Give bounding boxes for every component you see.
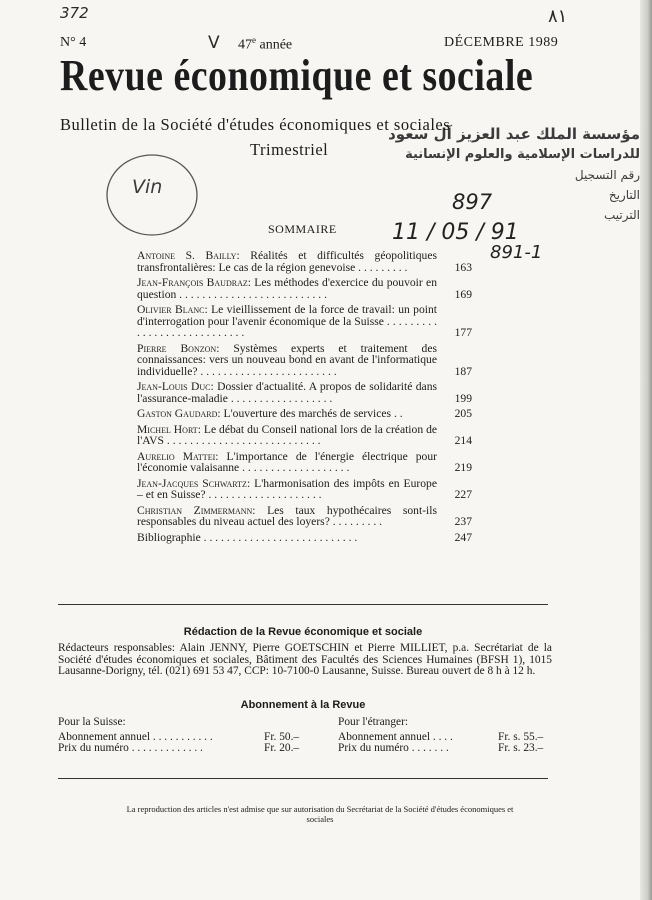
issue-number: N° 4 <box>60 35 87 50</box>
table-of-contents <box>137 250 472 547</box>
toc-title: L'ouverture des marchés de services . . <box>223 407 403 420</box>
toc-author: Jean-François Baudraz <box>137 276 248 289</box>
etranger-issue-row <box>338 743 553 755</box>
toc-author: Jean-Jacques Schwartz <box>137 476 247 490</box>
toc-title: Dossier d'actualité. A propos de solidarité dans l'assurance-maladie . . . . . . . . . . . . . . . . . . <box>137 380 438 405</box>
toc-title: Bibliographie . . . . . . . . . . . . . . . . . . . . . . . . . . . <box>137 530 358 544</box>
issue-date: DÉCEMBRE 1989 <box>444 35 559 50</box>
toc-entry-text: Jean-Jacques Schwartz: L'harmonisation des impôts en Europe – et en Suisse? . . . . . . . . . . . . . . . . . . . . <box>137 476 437 501</box>
suisse-annual-price: Fr. 50.– <box>264 730 300 743</box>
toc-title: L'importance de l'énergie électrique pour l'économie valaisanne . . . . . . . . . . . . . . . . . . . <box>137 449 438 474</box>
toc-entry <box>137 277 472 300</box>
stamp-line-2: للدراسات الإسلامية والعلوم الإنسانية <box>405 147 640 162</box>
toc-title: Les méthodes d'exercice du pouvoir en question . . . . . . . . . . . . . . . . . . . . . . . . . . <box>137 276 438 301</box>
divider-bottom <box>58 778 548 779</box>
toc-entry-text: Michel Hort: Le débat du Conseil national lors de la création de l'AVS . . . . . . . . . . . . . . . . . . . . . . . . . . . <box>137 422 438 447</box>
handwritten-top-left <box>60 4 89 22</box>
toc-page-number: 187 <box>454 364 472 378</box>
toc-page-number: 219 <box>454 461 472 474</box>
toc-author: Pierre Bonzon <box>137 341 217 355</box>
registration-class-text: 891-1 <box>490 242 543 263</box>
divider-top <box>58 604 548 605</box>
sommaire-heading: SOMMAIRE <box>268 222 337 236</box>
stamp-label-2: التاريخ <box>608 188 640 202</box>
toc-title: Le vieillissement de la force de travail: un point d'interrogation pour l'avenir économique de la Suisse . . . . . . . . . . . . . . . . . . . . . . . . . . . . <box>137 303 438 339</box>
handwritten-initials <box>132 176 162 198</box>
toc-author: Jean-Louis Duc <box>137 380 211 393</box>
toc-page-number: 199 <box>454 391 472 405</box>
journal-title: Revue économique et sociale <box>60 51 534 100</box>
registration-number <box>452 190 492 214</box>
toc-entry-text: Pierre Bonzon: Systèmes experts et traitement des connaissances: vers un nouveau bond en avant de l'informatique individuelle? . . . . . . . . . . . . . . . . . . . . . . . . <box>137 341 437 378</box>
toc-entry-text: Christian Zimmermann: Les taux hypothécaires sont-ils responsables du niveau actuel des loyers? . . . . . . . . . <box>137 503 438 528</box>
toc-entry <box>137 424 472 447</box>
suisse-issue-price: Fr. 20.– <box>264 742 300 754</box>
toc-page-number: 227 <box>454 488 472 501</box>
toc-author: Gaston Gaudard <box>137 407 218 420</box>
toc-page-number: 205 <box>454 407 472 420</box>
toc-author: Olivier Blanc <box>137 303 205 316</box>
toc-entry <box>137 505 472 528</box>
toc-title: Réalités et difficultés géopolitiques transfrontalières: Le cas de la région genevoise . . . . . . . . . <box>137 249 437 274</box>
checkmark-text: V <box>208 33 220 53</box>
toc-entry-text: Jean-Louis Duc: Dossier d'actualité. A propos de solidarité dans l'assurance-maladie . . . . . . . . . . . . . . . . . . <box>137 380 438 405</box>
registration-class <box>490 242 542 263</box>
etranger-issue-price: Fr. s. 23.– <box>498 742 544 754</box>
toc-page-number: 177 <box>454 326 472 339</box>
toc-page-number: 214 <box>454 434 472 447</box>
year-number: 47 <box>238 37 252 53</box>
toc-title: Le débat du Conseil national lors de la création de l'AVS . . . . . . . . . . . . . . . . . . . . . . . . . . . <box>137 422 438 447</box>
toc-entry-text <box>137 532 437 544</box>
stamp-label-3: الترتيب <box>604 208 640 222</box>
toc-page-number: 237 <box>454 515 472 528</box>
suisse-issue-row <box>58 743 308 755</box>
suisse-annual-label: Abonnement annuel . . . . . . . . . . . <box>58 730 213 743</box>
toc-entry-text: Antoine S. Bailly: Réalités et difficultés géopolitiques transfrontalières: Le cas de la région genevoise . . . . . . . . . <box>137 249 437 274</box>
toc-page-number: 163 <box>454 260 472 274</box>
handwritten-top-left-text: 372 <box>60 4 89 22</box>
toc-page-number: 247 <box>454 530 472 544</box>
suisse-issue-label: Prix du numéro . . . . . . . . . . . . . <box>58 742 203 754</box>
registration-number-text: 897 <box>452 190 493 214</box>
toc-entry <box>137 478 472 501</box>
handwritten-top-right <box>548 6 567 27</box>
year-suffix: e <box>252 35 256 45</box>
abonnement-heading: Abonnement à la Revue <box>240 699 366 711</box>
toc-entry-text: Aurelio Mattei: L'importance de l'énergie électrique pour l'économie valaisanne . . . . . . . . . . . . . . . . . . . <box>137 449 438 474</box>
toc-entry <box>137 381 472 404</box>
redaction-heading: Rédaction de la Revue économique et sociale <box>183 626 423 638</box>
etranger-label: Pour l'étranger: <box>338 716 409 728</box>
registration-date-text: 11 / 05 / 91 <box>392 220 519 245</box>
subscription-suisse <box>58 717 308 755</box>
journal-subtitle: Bulletin de la Société d'études économiques et sociales <box>60 115 451 134</box>
handwritten-top-right-text: ٨١ <box>548 6 568 27</box>
toc-entry-text: Olivier Blanc: Le vieillissement de la force de travail: un point d'interrogation pour l'avenir économique de la Suisse . . . . . . . . . . . . . . . . . . . . . . . . . . . . <box>137 303 438 339</box>
toc-entry <box>137 343 472 378</box>
toc-entry <box>137 250 472 273</box>
handwritten-initials-text: Vin <box>132 176 163 198</box>
redaction-body: Rédacteurs responsables: Alain JENNY, Pierre GOETSCHIN et Pierre MILLIET, p.a. Secrétariat de la Société d'études économiques et sociales, Bâtiment des Facultés des Sciences Humaines (BFSH 1), 1015 Lausanne-Dorigny, tél. (021) 691 53 47, CCP: 10-7100-0 Lausanne, Suisse. Bureau ouvert de 8 h à 12 h. <box>58 642 552 678</box>
toc-title: Les taux hypothécaires sont-ils responsables du niveau actuel des loyers? . . . . . . . . . <box>137 503 438 528</box>
footer-note: La reproduction des articles n'est admise que sur autorisation du Secrétariat de la Société d'études économiques et sociales <box>126 804 514 824</box>
scan-page-edge <box>640 0 652 900</box>
toc-entry <box>137 304 472 339</box>
subscription-etranger <box>338 717 553 755</box>
toc-title: L'harmonisation des impôts en Europe – et en Suisse? . . . . . . . . . . . . . . . . . . . . <box>137 476 437 501</box>
toc-entry <box>137 532 472 544</box>
toc-page-number: 169 <box>454 287 472 301</box>
toc-author: Michel Hort <box>137 422 198 436</box>
suisse-label: Pour la Suisse: <box>58 716 126 728</box>
toc-author: Aurelio Mattei <box>137 449 216 463</box>
library-stamp <box>380 125 640 222</box>
etranger-annual-label: Abonnement annuel . . . . <box>338 730 453 743</box>
etranger-issue-label: Prix du numéro . . . . . . . <box>338 742 449 754</box>
etranger-annual-price: Fr. s. 55.– <box>498 730 544 743</box>
stamp-label-1: رقم التسجيل <box>574 168 640 182</box>
periodicity: Trimestriel <box>250 140 329 159</box>
toc-entry-text: Gaston Gaudard: L'ouverture des marchés de services . . <box>137 407 403 420</box>
toc-entry <box>137 451 472 474</box>
toc-entry-text: Jean-François Baudraz: Les méthodes d'exercice du pouvoir en question . . . . . . . . . . . . . . . . . . . . . . . . . . <box>137 276 438 301</box>
stamp-line-1: مؤسسة الملك عبد العزيز آل سعود <box>388 125 640 143</box>
toc-author: Antoine S. Bailly <box>137 249 237 262</box>
toc-title: Systèmes experts et traitement des connaissances: vers un nouveau bond en avant de l'informatique individuelle? . . . . . . . . . . . . . . . . . . . . . . . . <box>137 341 437 378</box>
toc-author: Christian Zimmermann <box>137 503 253 517</box>
toc-entry <box>137 408 472 420</box>
year-label: année <box>259 37 293 53</box>
